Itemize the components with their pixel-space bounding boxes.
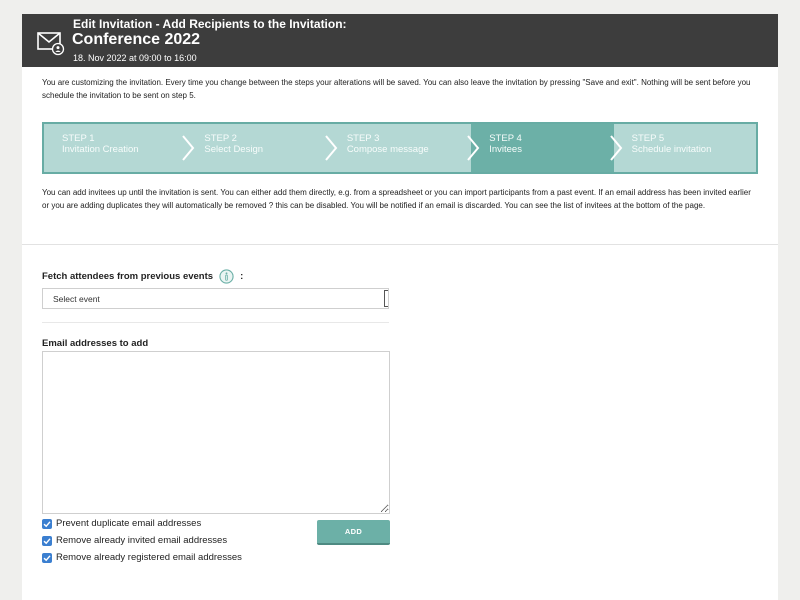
chevron-right-icon	[180, 134, 196, 162]
invitation-card	[22, 14, 778, 600]
step-title: Schedule invitation	[631, 144, 712, 155]
step-5[interactable]	[614, 124, 756, 172]
chevron-right-icon	[608, 134, 624, 162]
checkbox-checked[interactable]	[42, 519, 52, 529]
option-label: Remove already invited email addresses	[56, 535, 228, 546]
step-title: Compose message	[346, 144, 429, 155]
select-event-dropdown[interactable]	[42, 288, 389, 309]
checkbox-checked[interactable]	[42, 553, 52, 563]
step-number: STEP 4	[489, 133, 522, 144]
form-divider	[42, 322, 389, 323]
fetch-label-text: Fetch attendees from previous events	[42, 271, 214, 282]
step-2[interactable]	[186, 124, 328, 172]
event-date: 18. Nov 2022 at 09:00 to 16:00	[73, 53, 197, 63]
step-number: STEP 3	[346, 133, 380, 144]
select-event-value: Select event	[53, 294, 100, 304]
step-title: Select Design	[204, 144, 264, 155]
add-button[interactable]: ADD	[317, 520, 390, 545]
option-prevent-duplicates[interactable]	[42, 518, 201, 529]
option-remove-registered[interactable]	[42, 552, 242, 563]
step-title: Invitation Creation	[62, 144, 139, 155]
step-3[interactable]	[329, 124, 471, 172]
option-label: Prevent duplicate email addresses	[56, 518, 202, 529]
mail-icon	[37, 32, 65, 56]
chevron-right-icon	[465, 134, 481, 162]
step-number: STEP 1	[62, 133, 95, 144]
step-number: STEP 2	[204, 133, 237, 144]
option-label: Remove already registered email addresses	[56, 552, 242, 563]
option-remove-invited[interactable]	[42, 535, 227, 546]
header-title: Edit Invitation - Add Recipients to the Invitation:	[73, 17, 347, 31]
info-icon[interactable]	[219, 269, 234, 284]
email-addresses-label: Email addresses to add	[42, 338, 149, 349]
dropdown-handle-icon	[384, 290, 388, 307]
fetch-label-colon: :	[240, 271, 244, 282]
step-title: Invitees	[489, 144, 522, 155]
invitees-description: You can add invitees up until the invitation is sent. You can either add them directly, e.g. from a spreadsheet or you can import participants from a past event. If an email address has been invited earlier or you are adding duplicates they will automatically be removed ? this can be disabled. You will be notified if an email is discarded. You can see the list of invitees at the bottom of the page.	[42, 188, 751, 210]
fetch-attendees-label	[42, 269, 243, 284]
email-addresses-textarea[interactable]	[42, 351, 390, 514]
page-header	[22, 14, 778, 67]
section-divider	[22, 244, 778, 245]
checkbox-checked[interactable]	[42, 536, 52, 546]
intro-text: You are customizing the invitation. Every time you change between the steps your alterations will be saved. You can also leave the invitation by pressing "Save and exit". Nothing will be sent before you schedule the invitation to be sent on step 5.	[42, 78, 751, 100]
step-4[interactable]	[471, 124, 613, 172]
step-number: STEP 5	[631, 133, 665, 144]
step-progress-bar	[42, 122, 758, 174]
event-name: Conference 2022	[72, 31, 201, 48]
step-1[interactable]	[44, 124, 186, 172]
chevron-right-icon	[323, 134, 339, 162]
